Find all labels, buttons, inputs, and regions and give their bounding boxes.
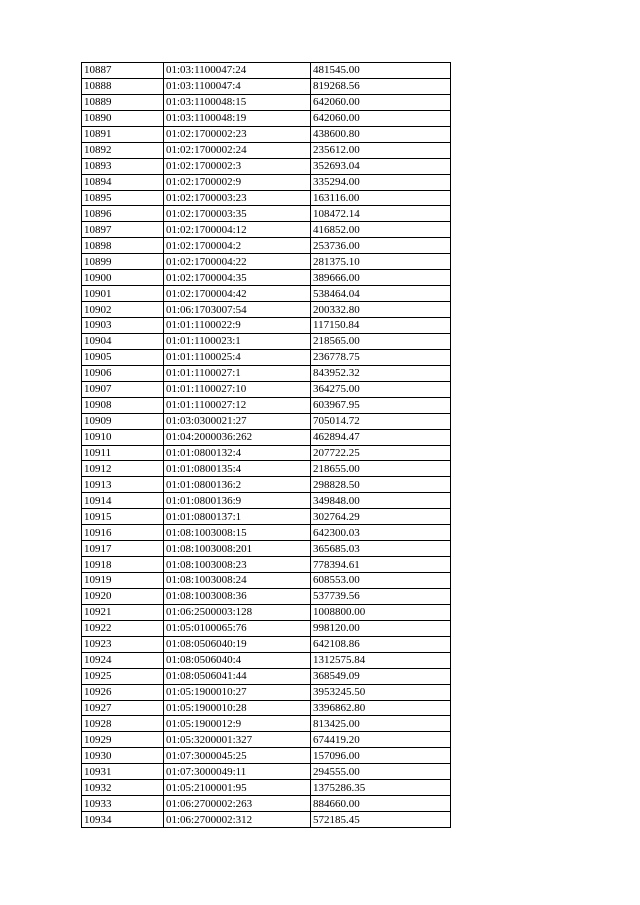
row-number-cell: 10889	[82, 94, 164, 110]
table-row	[82, 413, 451, 429]
table-row	[82, 700, 451, 716]
table-row	[82, 142, 451, 158]
cadastral-number-cell: 01:01:1100023:1	[164, 333, 311, 349]
value-cell: 364275.00	[311, 381, 451, 397]
row-number-cell: 10907	[82, 381, 164, 397]
cadastral-number-cell: 01:01:0800137:1	[164, 509, 311, 525]
value-cell: 352693.04	[311, 158, 451, 174]
value-cell: 603967.95	[311, 397, 451, 413]
cadastral-number-cell: 01:08:0506040:19	[164, 636, 311, 652]
cadastral-number-cell: 01:05:3200001:327	[164, 732, 311, 748]
row-number-cell: 10903	[82, 318, 164, 334]
table-row	[82, 525, 451, 541]
row-number-cell: 10923	[82, 636, 164, 652]
cadastral-number-cell: 01:08:1003008:201	[164, 541, 311, 557]
value-cell: 462894.47	[311, 429, 451, 445]
table-row	[82, 302, 451, 318]
value-cell: 302764.29	[311, 509, 451, 525]
value-cell: 235612.00	[311, 142, 451, 158]
cadastral-number-cell: 01:08:1003008:23	[164, 557, 311, 573]
table-row	[82, 636, 451, 652]
value-cell: 157096.00	[311, 748, 451, 764]
value-cell: 207722.25	[311, 445, 451, 461]
row-number-cell: 10897	[82, 222, 164, 238]
value-cell: 365685.03	[311, 541, 451, 557]
row-number-cell: 10934	[82, 812, 164, 828]
value-cell: 253736.00	[311, 238, 451, 254]
row-number-cell: 10901	[82, 286, 164, 302]
table-row	[82, 477, 451, 493]
row-number-cell: 10918	[82, 557, 164, 573]
table-row	[82, 796, 451, 812]
cadastral-number-cell: 01:02:1700002:23	[164, 126, 311, 142]
table-row	[82, 716, 451, 732]
table-row	[82, 541, 451, 557]
cadastral-number-cell: 01:01:1100027:10	[164, 381, 311, 397]
value-cell: 813425.00	[311, 716, 451, 732]
table-row	[82, 110, 451, 126]
table-row	[82, 557, 451, 573]
value-cell: 642060.00	[311, 94, 451, 110]
row-number-cell: 10917	[82, 541, 164, 557]
cadastral-number-cell: 01:03:1100048:15	[164, 94, 311, 110]
cadastral-number-cell: 01:02:1700003:35	[164, 206, 311, 222]
row-number-cell: 10887	[82, 63, 164, 79]
row-number-cell: 10906	[82, 365, 164, 381]
cadastral-number-cell: 01:05:1900010:28	[164, 700, 311, 716]
value-cell: 642108.86	[311, 636, 451, 652]
table-row	[82, 764, 451, 780]
value-cell: 1008800.00	[311, 604, 451, 620]
row-number-cell: 10893	[82, 158, 164, 174]
cadastral-number-cell: 01:02:1700002:3	[164, 158, 311, 174]
table-row	[82, 732, 451, 748]
row-number-cell: 10920	[82, 588, 164, 604]
value-cell: 218655.00	[311, 461, 451, 477]
value-cell: 294555.00	[311, 764, 451, 780]
value-cell: 163116.00	[311, 190, 451, 206]
cadastral-number-cell: 01:03:1100047:4	[164, 78, 311, 94]
table-row	[82, 286, 451, 302]
value-cell: 572185.45	[311, 812, 451, 828]
value-cell: 538464.04	[311, 286, 451, 302]
row-number-cell: 10924	[82, 652, 164, 668]
value-cell: 642060.00	[311, 110, 451, 126]
table-row	[82, 190, 451, 206]
cadastral-number-cell: 01:02:1700004:12	[164, 222, 311, 238]
row-number-cell: 10928	[82, 716, 164, 732]
table-body	[82, 63, 451, 828]
value-cell: 537739.56	[311, 588, 451, 604]
row-number-cell: 10925	[82, 668, 164, 684]
cadastral-number-cell: 01:05:1900010:27	[164, 684, 311, 700]
row-number-cell: 10921	[82, 604, 164, 620]
value-cell: 705014.72	[311, 413, 451, 429]
table-row	[82, 63, 451, 79]
cadastral-number-cell: 01:01:1100025:4	[164, 349, 311, 365]
row-number-cell: 10904	[82, 333, 164, 349]
table-row	[82, 668, 451, 684]
value-cell: 3396862.80	[311, 700, 451, 716]
table-row	[82, 493, 451, 509]
table-row	[82, 461, 451, 477]
cadastral-number-cell: 01:08:1003008:36	[164, 588, 311, 604]
table-row	[82, 94, 451, 110]
cadastral-number-cell: 01:02:1700003:23	[164, 190, 311, 206]
cadastral-number-cell: 01:04:2000036:262	[164, 429, 311, 445]
value-cell: 1375286.35	[311, 780, 451, 796]
value-cell: 674419.20	[311, 732, 451, 748]
row-number-cell: 10914	[82, 493, 164, 509]
value-cell: 642300.03	[311, 525, 451, 541]
row-number-cell: 10909	[82, 413, 164, 429]
table-row	[82, 588, 451, 604]
row-number-cell: 10911	[82, 445, 164, 461]
row-number-cell: 10926	[82, 684, 164, 700]
row-number-cell: 10927	[82, 700, 164, 716]
value-cell: 843952.32	[311, 365, 451, 381]
table-row	[82, 812, 451, 828]
cadastral-number-cell: 01:03:1100047:24	[164, 63, 311, 79]
cadastral-number-cell: 01:05:0100065:76	[164, 620, 311, 636]
value-cell: 200332.80	[311, 302, 451, 318]
cadastral-number-cell: 01:07:3000049:11	[164, 764, 311, 780]
value-cell: 368549.09	[311, 668, 451, 684]
cadastral-number-cell: 01:02:1700004:22	[164, 254, 311, 270]
value-cell: 281375.10	[311, 254, 451, 270]
cadastral-number-cell: 01:06:1703007:54	[164, 302, 311, 318]
value-cell: 236778.75	[311, 349, 451, 365]
cadastral-number-cell: 01:02:1700002:9	[164, 174, 311, 190]
row-number-cell: 10922	[82, 620, 164, 636]
row-number-cell: 10892	[82, 142, 164, 158]
row-number-cell: 10899	[82, 254, 164, 270]
cadastral-number-cell: 01:01:1100027:12	[164, 397, 311, 413]
cadastral-number-cell: 01:01:0800136:2	[164, 477, 311, 493]
row-number-cell: 10929	[82, 732, 164, 748]
row-number-cell: 10894	[82, 174, 164, 190]
table-row	[82, 381, 451, 397]
row-number-cell: 10908	[82, 397, 164, 413]
row-number-cell: 10905	[82, 349, 164, 365]
cadastral-number-cell: 01:03:1100048:19	[164, 110, 311, 126]
table-row	[82, 429, 451, 445]
cadastral-number-cell: 01:02:1700004:2	[164, 238, 311, 254]
table-row	[82, 684, 451, 700]
row-number-cell: 10898	[82, 238, 164, 254]
table-row	[82, 318, 451, 334]
cadastral-number-cell: 01:01:1100022:9	[164, 318, 311, 334]
value-cell: 389666.00	[311, 270, 451, 286]
value-cell: 298828.50	[311, 477, 451, 493]
cadastral-number-cell: 01:01:0800136:9	[164, 493, 311, 509]
table-row	[82, 333, 451, 349]
value-cell: 117150.84	[311, 318, 451, 334]
row-number-cell: 10916	[82, 525, 164, 541]
cadastral-number-cell: 01:02:1700004:35	[164, 270, 311, 286]
row-number-cell: 10895	[82, 190, 164, 206]
cadastral-number-cell: 01:01:0800132:4	[164, 445, 311, 461]
value-cell: 416852.00	[311, 222, 451, 238]
value-cell: 819268.56	[311, 78, 451, 94]
table-row	[82, 158, 451, 174]
row-number-cell: 10931	[82, 764, 164, 780]
row-number-cell: 10915	[82, 509, 164, 525]
row-number-cell: 10919	[82, 573, 164, 589]
table-row	[82, 349, 451, 365]
value-cell: 3953245.50	[311, 684, 451, 700]
value-cell: 884660.00	[311, 796, 451, 812]
table-row	[82, 174, 451, 190]
row-number-cell: 10900	[82, 270, 164, 286]
cadastral-number-cell: 01:01:0800135:4	[164, 461, 311, 477]
row-number-cell: 10932	[82, 780, 164, 796]
value-cell: 778394.61	[311, 557, 451, 573]
value-cell: 1312575.84	[311, 652, 451, 668]
row-number-cell: 10912	[82, 461, 164, 477]
cadastral-number-cell: 01:02:1700002:24	[164, 142, 311, 158]
value-cell: 608553.00	[311, 573, 451, 589]
value-cell: 218565.00	[311, 333, 451, 349]
cadastral-number-cell: 01:08:0506040:4	[164, 652, 311, 668]
cadastral-number-cell: 01:03:0300021:27	[164, 413, 311, 429]
cadastral-number-cell: 01:02:1700004:42	[164, 286, 311, 302]
table-row	[82, 652, 451, 668]
table-row	[82, 780, 451, 796]
cadastral-number-cell: 01:07:3000045:25	[164, 748, 311, 764]
table-row	[82, 604, 451, 620]
table-row	[82, 620, 451, 636]
cadastral-number-cell: 01:05:2100001:95	[164, 780, 311, 796]
table-row	[82, 573, 451, 589]
row-number-cell: 10891	[82, 126, 164, 142]
table-row	[82, 222, 451, 238]
cadastral-number-cell: 01:08:1003008:15	[164, 525, 311, 541]
row-number-cell: 10910	[82, 429, 164, 445]
table-row	[82, 509, 451, 525]
table-row	[82, 206, 451, 222]
table-row	[82, 748, 451, 764]
table-row	[82, 270, 451, 286]
row-number-cell: 10933	[82, 796, 164, 812]
cadastral-number-cell: 01:08:0506041:44	[164, 668, 311, 684]
cadastral-number-cell: 01:01:1100027:1	[164, 365, 311, 381]
table-row	[82, 397, 451, 413]
value-cell: 438600.80	[311, 126, 451, 142]
cadastral-number-cell: 01:05:1900012:9	[164, 716, 311, 732]
value-cell: 998120.00	[311, 620, 451, 636]
row-number-cell: 10902	[82, 302, 164, 318]
value-cell: 335294.00	[311, 174, 451, 190]
table-row	[82, 254, 451, 270]
row-number-cell: 10930	[82, 748, 164, 764]
table-row	[82, 445, 451, 461]
value-cell: 108472.14	[311, 206, 451, 222]
row-number-cell: 10890	[82, 110, 164, 126]
cadastral-number-cell: 01:06:2500003:128	[164, 604, 311, 620]
cadastral-number-cell: 01:08:1003008:24	[164, 573, 311, 589]
cadastral-number-cell: 01:06:2700002:263	[164, 796, 311, 812]
cadastral-number-cell: 01:06:2700002:312	[164, 812, 311, 828]
row-number-cell: 10896	[82, 206, 164, 222]
table-row	[82, 78, 451, 94]
row-number-cell: 10913	[82, 477, 164, 493]
table-row	[82, 126, 451, 142]
data-table	[81, 62, 451, 828]
table-row	[82, 365, 451, 381]
table-row	[82, 238, 451, 254]
value-cell: 349848.00	[311, 493, 451, 509]
row-number-cell: 10888	[82, 78, 164, 94]
value-cell: 481545.00	[311, 63, 451, 79]
